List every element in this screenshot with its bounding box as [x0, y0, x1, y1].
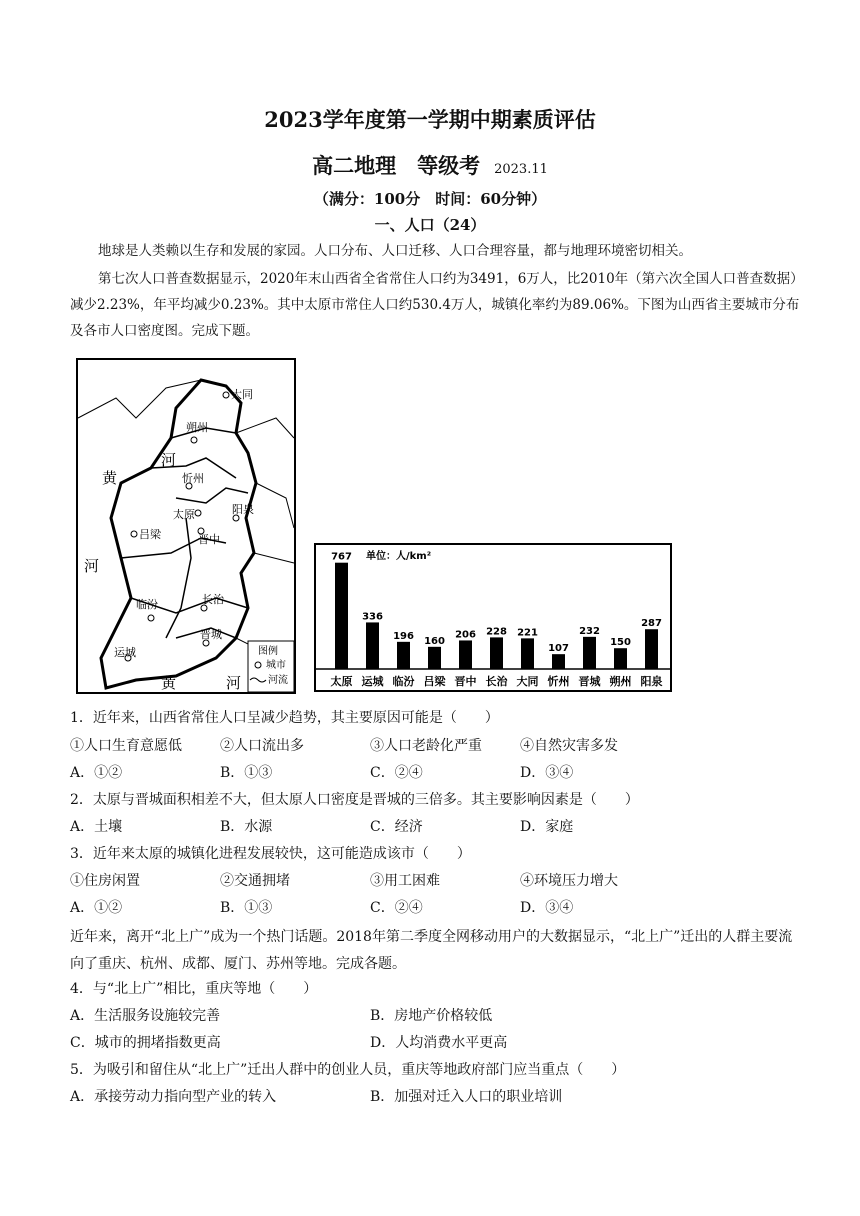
river-label: 河: [226, 674, 242, 692]
river-label: 河: [161, 451, 177, 469]
question-1: 1．近年来，山西省常住人口呈减少趋势，其主要原因可能是（ ）: [70, 710, 499, 726]
bar-value-label: 107: [548, 643, 569, 655]
q5-option-a: A．承接劳动力指向型产业的转入: [70, 1089, 277, 1105]
question-3-options: [70, 895, 800, 922]
bar-临汾: [397, 642, 410, 669]
category-label: 运城: [361, 675, 384, 688]
q4-option-c: C．城市的拥堵指数更高: [70, 1035, 221, 1051]
q1-option-b: B．①③: [220, 765, 273, 781]
intro-paragraph-1: 地球是人类赖以生存和发展的家园。人口分布、人口迁移、人口合理容量，都与地理环境密切相关。: [98, 243, 692, 259]
shanxi-map: [76, 358, 296, 694]
legend-river-label: 河流: [268, 675, 288, 686]
q4-option-d: D．人均消费水平更高: [370, 1035, 508, 1051]
category-label: 朔州: [609, 675, 632, 688]
question-4-options-cd: [70, 1030, 800, 1057]
city-label-xinzhou: 忻州: [182, 472, 204, 485]
bar-value-label: 221: [517, 627, 538, 639]
q3-item: ②交通拥堵: [220, 873, 290, 889]
q3-option-a: A．①②: [70, 900, 123, 916]
bar-value-label: 160: [424, 635, 445, 647]
question-3: 3．近年来太原的城镇化进程发展较快，这可能造成该市（ ）: [70, 846, 471, 862]
exam-meta: （满分：100分 时间：60分钟）: [313, 190, 547, 208]
city-label-linfen: 临汾: [136, 598, 158, 611]
bar-晋城: [583, 637, 596, 669]
question-5: 5．为吸引和留住从“北上广”迁出人群中的创业人员，重庆等地政府部门应当重点（ ）: [70, 1062, 626, 1078]
q3-option-d: D．③④: [520, 900, 574, 916]
bar-朔州: [614, 648, 627, 669]
q1-item: ②人口流出多: [220, 738, 304, 754]
city-label-yuncheng: 运城: [114, 646, 136, 659]
category-label: 太原: [330, 675, 353, 688]
q1-item: ③人口老龄化严重: [370, 738, 482, 754]
river-label: 黄: [161, 674, 177, 692]
bar-value-label: 336: [362, 611, 383, 623]
bar-忻州: [552, 654, 565, 669]
category-label: 吕梁: [423, 675, 446, 688]
city-label-jincheng: 晋城: [200, 628, 222, 641]
bar-value-label: 228: [486, 626, 507, 638]
q4-option-a: A．生活服务设施较完善: [70, 1008, 221, 1024]
q2-option-c: C．经济: [370, 819, 423, 835]
intro-paragraph-2: 第七次人口普查数据显示，2020年末山西省全省常住人口约为3491，6万人，比2010年（第六次全国人口普查数据）减少2.23%，年平均减少0.23%。其中太原市常住人口约530.4万人，城镇化率约为89.06%。下图为山西省主要城市分布及各市人口密度图。完成下题。: [70, 271, 800, 339]
question-2: 2．太原与晋城面积相差不大，但太原人口密度是晋城的三倍多。其主要影响因素是（ ）: [70, 792, 639, 808]
river-label: 黄: [102, 469, 118, 487]
q2-option-d: D．家庭: [520, 819, 574, 835]
bar-大同: [521, 638, 534, 669]
bar-value-label: 150: [610, 637, 631, 649]
city-label-taiyuan: 太原: [173, 508, 195, 521]
city-label-shuozhou: 朔州: [186, 421, 208, 434]
exam-date: 2023.11: [494, 162, 548, 177]
q3-item: ③用工困难: [370, 873, 440, 889]
question-1-options: [70, 760, 800, 787]
q3-option-b: B．①③: [220, 900, 273, 916]
bar-value-label: 232: [579, 625, 600, 637]
city-label-datong: 大同: [231, 388, 253, 401]
question-5-options: [70, 1084, 800, 1111]
legend-title: 图例: [258, 646, 278, 657]
category-label: 大同: [516, 675, 539, 688]
q1-option-a: A．①②: [70, 765, 123, 781]
q1-item: ①人口生育意愿低: [70, 738, 182, 754]
q1-item: ④自然灾害多发: [520, 738, 618, 754]
q2-option-b: B．水源: [220, 819, 273, 835]
q3-item: ④环境压力增大: [520, 873, 618, 889]
legend-city-label: 城市: [266, 660, 286, 671]
question-3-items: [70, 868, 800, 895]
river-label: 河: [84, 557, 100, 575]
bar-运城: [366, 622, 379, 669]
exam-subtitle: [0, 150, 860, 180]
question-1-items: [70, 733, 800, 760]
bar-晋中: [459, 640, 472, 669]
bar-value-label: 196: [393, 630, 414, 642]
category-label: 临汾: [392, 675, 415, 688]
q4-option-b: B．房地产价格较低: [370, 1008, 493, 1024]
q2-option-a: A．土壤: [70, 819, 123, 835]
bar-长治: [490, 637, 503, 669]
bar-太原: [335, 563, 348, 669]
question-4-options-ab: [70, 1003, 800, 1030]
passage-2: 近年来，离开“北上广”成为一个热门话题。2018年第二季度全网移动用户的大数据显示，“北上广”迁出的人群主要流向了重庆、杭州、成都、厦门、苏州等地。完成各题。: [70, 929, 793, 972]
exam-title: 2023学年度第一学期中期素质评估: [264, 107, 596, 132]
q3-item: ①住房闲置: [70, 873, 140, 889]
q1-option-c: C．②④: [370, 765, 423, 781]
section-heading: 一、人口（24）: [374, 216, 486, 234]
q1-option-d: D．③④: [520, 765, 574, 781]
question-4: 4．与“北上广”相比，重庆等地（ ）: [70, 981, 318, 997]
subject-label: 高二地理 等级考: [312, 153, 481, 178]
bar-value-label: 767: [331, 551, 352, 563]
bar-吕梁: [428, 647, 441, 669]
q5-option-b: B．加强对迁入人口的职业培训: [370, 1089, 563, 1105]
question-2-options: [70, 814, 800, 841]
chart-unit-label: 单位：人/km²: [366, 551, 432, 562]
city-label-lvliang: 吕梁: [139, 528, 161, 541]
bar-阳泉: [645, 629, 658, 669]
bar-value-label: 287: [641, 618, 662, 630]
city-label-jinzhong: 晋中: [198, 533, 220, 546]
city-label-yangquan: 阳泉: [232, 503, 254, 516]
population-density-chart: [314, 543, 672, 692]
category-label: 阳泉: [640, 675, 663, 688]
category-label: 晋中: [454, 675, 477, 688]
q3-option-c: C．②④: [370, 900, 423, 916]
category-label: 长治: [485, 675, 508, 688]
category-label: 晋城: [578, 675, 601, 688]
category-label: 忻州: [547, 675, 570, 688]
bar-value-label: 206: [455, 629, 476, 641]
city-label-changzhi: 长治: [202, 593, 224, 606]
